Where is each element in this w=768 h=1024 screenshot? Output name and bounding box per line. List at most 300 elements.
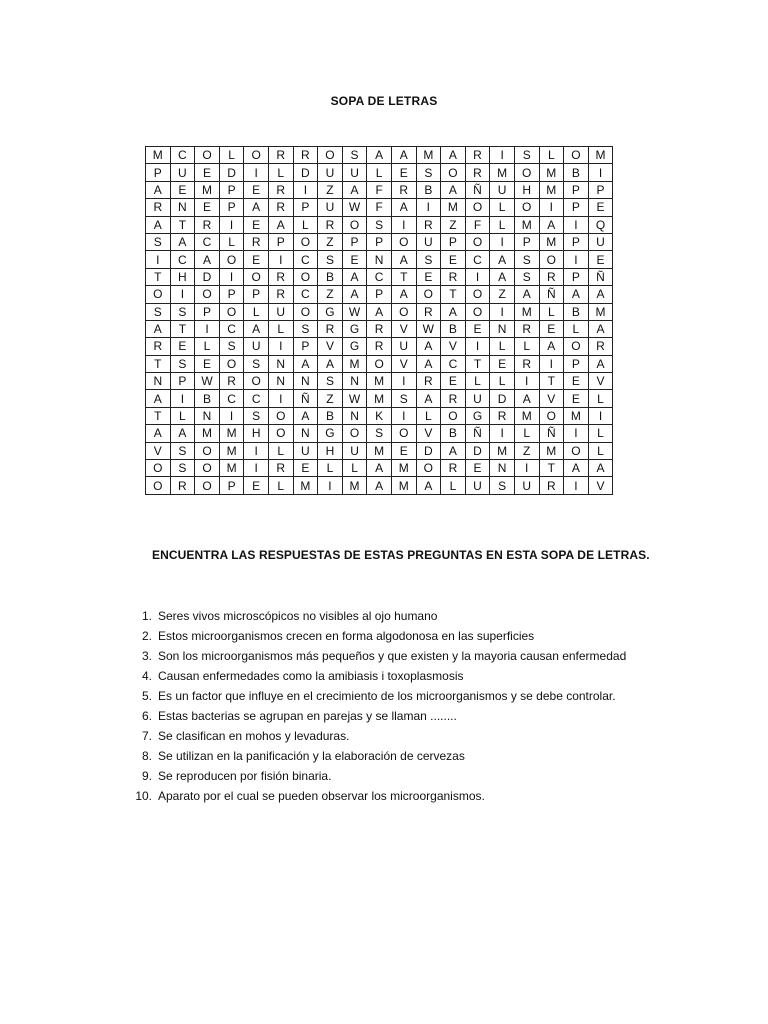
grid-cell: O [268, 425, 293, 442]
question-text: Se utilizan en la panificación y la elaboración de cervezas [158, 749, 465, 763]
grid-cell: A [195, 251, 220, 268]
grid-cell: O [465, 199, 490, 216]
grid-cell: O [195, 477, 220, 494]
grid-cell: W [342, 303, 367, 320]
question-text: Se reproducen por fisión binaria. [158, 769, 332, 783]
grid-cell: P [268, 233, 293, 250]
grid-cell: R [465, 147, 490, 164]
grid-cell: U [416, 233, 441, 250]
grid-cell: I [564, 251, 589, 268]
grid-cell: L [342, 460, 367, 477]
grid-cell: I [170, 390, 195, 407]
grid-cell: G [342, 338, 367, 355]
grid-cell: E [416, 268, 441, 285]
grid-cell: I [268, 390, 293, 407]
grid-cell: O [539, 407, 564, 424]
grid-cell: R [268, 286, 293, 303]
grid-cell: O [146, 477, 171, 494]
grid-cell: U [170, 164, 195, 181]
grid-cell: A [391, 251, 416, 268]
grid-cell: I [391, 373, 416, 390]
grid-cell: M [514, 303, 539, 320]
grid-cell: O [146, 286, 171, 303]
grid-cell: T [146, 355, 171, 372]
grid-cell: P [146, 164, 171, 181]
grid-cell: A [367, 303, 392, 320]
grid-cell: I [219, 216, 244, 233]
grid-cell: C [465, 251, 490, 268]
grid-cell: P [564, 199, 589, 216]
grid-cell: S [367, 425, 392, 442]
question-item [128, 746, 626, 766]
grid-cell: V [318, 338, 343, 355]
grid-cell: O [146, 460, 171, 477]
grid-cell: U [588, 233, 613, 250]
grid-cell: A [293, 355, 318, 372]
grid-cell: I [465, 268, 490, 285]
grid-cell: E [391, 164, 416, 181]
grid-cell: A [146, 216, 171, 233]
grid-cell: I [465, 338, 490, 355]
grid-cell: M [219, 460, 244, 477]
grid-cell: G [318, 303, 343, 320]
grid-cell: N [268, 355, 293, 372]
grid-cell: E [170, 338, 195, 355]
grid-cell: P [293, 338, 318, 355]
grid-cell: N [342, 373, 367, 390]
grid-cell: I [539, 199, 564, 216]
grid-cell: O [391, 233, 416, 250]
grid-cell: P [244, 286, 269, 303]
question-text: Son los microorganismos más pequeños y que existen y la mayoria causan enfermedad [158, 649, 627, 663]
grid-cell: O [342, 425, 367, 442]
grid-cell: L [219, 147, 244, 164]
grid-cell: M [219, 442, 244, 459]
grid-cell: O [564, 338, 589, 355]
grid-cell: L [490, 338, 515, 355]
grid-cell: C [170, 147, 195, 164]
grid-cell: L [268, 442, 293, 459]
grid-cell: L [514, 338, 539, 355]
grid-cell: U [465, 477, 490, 494]
grid-row [146, 373, 613, 390]
grid-cell: S [146, 233, 171, 250]
grid-cell: A [588, 320, 613, 337]
grid-cell: U [514, 477, 539, 494]
grid-cell: S [367, 216, 392, 233]
grid-cell: R [441, 268, 466, 285]
grid-cell: A [146, 425, 171, 442]
grid-cell: P [588, 181, 613, 198]
grid-cell: E [564, 390, 589, 407]
grid-cell: M [514, 407, 539, 424]
grid-cell: P [367, 286, 392, 303]
grid-row [146, 477, 613, 494]
grid-cell: O [416, 286, 441, 303]
grid-cell: O [293, 233, 318, 250]
grid-cell: P [219, 199, 244, 216]
grid-cell: L [588, 442, 613, 459]
grid-cell: E [539, 320, 564, 337]
grid-row [146, 407, 613, 424]
grid-cell: A [416, 338, 441, 355]
grid-cell: L [219, 233, 244, 250]
grid-cell: M [416, 147, 441, 164]
grid-row [146, 355, 613, 372]
grid-cell: A [588, 286, 613, 303]
grid-cell: O [416, 460, 441, 477]
grid-cell: O [465, 286, 490, 303]
grid-row [146, 390, 613, 407]
grid-cell: E [195, 355, 220, 372]
grid-cell: A [244, 199, 269, 216]
grid-cell: S [170, 303, 195, 320]
grid-cell: H [244, 425, 269, 442]
grid-cell: A [146, 181, 171, 198]
grid-cell: M [539, 164, 564, 181]
grid-cell: T [391, 268, 416, 285]
word-search-grid [145, 146, 613, 495]
question-number: 7. [141, 729, 152, 743]
grid-cell: E [244, 181, 269, 198]
grid-cell: Ñ [588, 268, 613, 285]
grid-cell: I [219, 268, 244, 285]
grid-cell: N [293, 425, 318, 442]
grid-cell: V [391, 355, 416, 372]
question-number: 4. [141, 669, 152, 683]
grid-cell: W [195, 373, 220, 390]
grid-cell: O [219, 303, 244, 320]
grid-cell: O [391, 425, 416, 442]
grid-cell: U [465, 390, 490, 407]
grid-cell: U [342, 164, 367, 181]
grid-row [146, 268, 613, 285]
grid-cell: A [293, 407, 318, 424]
grid-cell: A [514, 390, 539, 407]
grid-cell: T [539, 460, 564, 477]
grid-cell: A [564, 460, 589, 477]
grid-cell: G [342, 320, 367, 337]
grid-cell: P [441, 233, 466, 250]
grid-cell: O [195, 286, 220, 303]
question-text: Se clasifican en mohos y levaduras. [158, 729, 350, 743]
grid-cell: M [490, 442, 515, 459]
grid-cell: T [146, 407, 171, 424]
grid-cell: C [293, 286, 318, 303]
grid-cell: N [195, 407, 220, 424]
grid-cell: P [195, 303, 220, 320]
question-item [128, 726, 626, 746]
grid-cell: L [170, 407, 195, 424]
grid-cell: H [170, 268, 195, 285]
grid-cell: L [441, 477, 466, 494]
grid-cell: O [367, 355, 392, 372]
grid-cell: T [146, 268, 171, 285]
grid-cell: O [219, 355, 244, 372]
question-number: 10. [135, 789, 152, 803]
question-number: 8. [141, 749, 152, 763]
grid-cell: A [539, 216, 564, 233]
grid-cell: R [146, 199, 171, 216]
grid-cell: O [514, 164, 539, 181]
grid-cell: R [465, 164, 490, 181]
grid-cell: E [441, 251, 466, 268]
grid-cell: A [318, 355, 343, 372]
grid-cell: S [342, 147, 367, 164]
grid-cell: R [293, 147, 318, 164]
question-text: Causan enfermedades como la amibiasis i toxoplasmosis [158, 669, 464, 683]
grid-cell: F [465, 216, 490, 233]
question-item [128, 706, 626, 726]
grid-cell: D [490, 390, 515, 407]
grid-cell: C [219, 320, 244, 337]
question-text: Seres vivos microscópicos no visibles al ojo humano [158, 609, 438, 623]
grid-cell: I [244, 164, 269, 181]
grid-cell: A [490, 251, 515, 268]
grid-cell: P [514, 233, 539, 250]
question-item [128, 766, 626, 786]
grid-cell: A [268, 216, 293, 233]
grid-cell: A [539, 338, 564, 355]
grid-cell: L [514, 425, 539, 442]
grid-cell: T [441, 286, 466, 303]
grid-cell: R [539, 477, 564, 494]
grid-cell: F [367, 181, 392, 198]
grid-cell: A [146, 390, 171, 407]
grid-cell: E [490, 355, 515, 372]
grid-cell: U [391, 338, 416, 355]
grid-row [146, 164, 613, 181]
grid-cell: I [490, 303, 515, 320]
grid-cell: O [219, 251, 244, 268]
question-item [128, 666, 626, 686]
grid-cell: C [367, 268, 392, 285]
grid-cell: N [146, 373, 171, 390]
grid-cell: S [170, 355, 195, 372]
grid-cell: R [588, 338, 613, 355]
grid-cell: L [490, 199, 515, 216]
grid-cell: L [490, 216, 515, 233]
grid-cell: L [268, 164, 293, 181]
grid-cell: O [342, 216, 367, 233]
grid-cell: I [490, 147, 515, 164]
grid-cell: A [342, 181, 367, 198]
grid-cell: R [416, 373, 441, 390]
grid-row [146, 286, 613, 303]
grid-cell: S [170, 460, 195, 477]
question-text: Es un factor que influye en el crecimiento de los microorganismos y se debe controlar. [158, 689, 616, 703]
grid-cell: O [268, 407, 293, 424]
grid-cell: M [367, 373, 392, 390]
question-number: 9. [141, 769, 152, 783]
grid-cell: R [318, 320, 343, 337]
grid-cell: U [318, 164, 343, 181]
grid-cell: O [293, 303, 318, 320]
grid-cell: I [391, 216, 416, 233]
grid-cell: R [268, 147, 293, 164]
grid-cell: I [588, 164, 613, 181]
grid-cell: I [514, 373, 539, 390]
question-number: 2. [141, 629, 152, 643]
grid-cell: V [539, 390, 564, 407]
grid-cell: O [391, 303, 416, 320]
grid-cell: V [588, 373, 613, 390]
grid-cell: R [391, 181, 416, 198]
grid-cell: O [244, 268, 269, 285]
grid-cell: H [514, 181, 539, 198]
grid-cell: A [416, 355, 441, 372]
grid-cell: V [588, 477, 613, 494]
grid-row [146, 460, 613, 477]
grid-cell: S [514, 268, 539, 285]
grid-cell: E [342, 251, 367, 268]
grid-cell: U [244, 338, 269, 355]
grid-cell: L [195, 338, 220, 355]
grid-cell: T [170, 216, 195, 233]
grid-cell: W [416, 320, 441, 337]
grid-cell: L [268, 320, 293, 337]
grid-cell: C [293, 251, 318, 268]
grid-cell: I [539, 355, 564, 372]
grid-cell: N [170, 199, 195, 216]
grid-row [146, 199, 613, 216]
grid-cell: A [441, 303, 466, 320]
grid-row [146, 251, 613, 268]
grid-cell: U [490, 181, 515, 198]
grid-cell: A [490, 268, 515, 285]
grid-cell: S [318, 251, 343, 268]
grid-row [146, 216, 613, 233]
grid-cell: Z [318, 233, 343, 250]
grid-cell: I [416, 199, 441, 216]
grid-cell: A [441, 147, 466, 164]
grid-cell: P [219, 477, 244, 494]
grid-cell: R [441, 460, 466, 477]
grid-cell: P [342, 233, 367, 250]
grid-cell: I [588, 407, 613, 424]
grid-cell: G [465, 407, 490, 424]
grid-cell: U [268, 303, 293, 320]
grid-cell: D [195, 268, 220, 285]
grid-cell: E [244, 216, 269, 233]
grid-cell: D [465, 442, 490, 459]
grid-cell: I [391, 407, 416, 424]
grid-cell: O [244, 147, 269, 164]
grid-cell: B [564, 303, 589, 320]
grid-cell: L [465, 373, 490, 390]
grid-cell: A [146, 320, 171, 337]
grid-cell: O [244, 373, 269, 390]
grid-cell: F [367, 199, 392, 216]
grid-cell: M [588, 147, 613, 164]
grid-cell: N [293, 373, 318, 390]
grid-cell: Ñ [539, 425, 564, 442]
grid-cell: A [441, 442, 466, 459]
grid-cell: R [367, 320, 392, 337]
grid-cell: U [342, 442, 367, 459]
grid-cell: L [564, 320, 589, 337]
grid-cell: A [367, 460, 392, 477]
grid-row [146, 442, 613, 459]
grid-cell: D [219, 164, 244, 181]
grid-cell: A [170, 233, 195, 250]
grid-cell: E [244, 477, 269, 494]
grid-cell: M [195, 425, 220, 442]
grid-cell: Ñ [465, 425, 490, 442]
grid-cell: M [588, 303, 613, 320]
grid-cell: E [588, 251, 613, 268]
grid-cell: R [539, 268, 564, 285]
grid-cell: B [318, 407, 343, 424]
grid-cell: I [564, 216, 589, 233]
grid-cell: I [268, 251, 293, 268]
grid-cell: L [318, 460, 343, 477]
grid-cell: I [195, 320, 220, 337]
grid-cell: M [564, 407, 589, 424]
grid-cell: O [564, 147, 589, 164]
grid-cell: R [195, 216, 220, 233]
grid-cell: C [441, 355, 466, 372]
grid-cell: R [268, 460, 293, 477]
grid-cell: L [367, 164, 392, 181]
grid-cell: R [268, 268, 293, 285]
grid-cell: R [514, 355, 539, 372]
grid-cell: L [588, 425, 613, 442]
grid-cell: A [564, 286, 589, 303]
question-text: Estos microorganismos crecen en forma algodonosa en las superficies [158, 629, 535, 643]
grid-cell: P [219, 181, 244, 198]
grid-cell: B [441, 425, 466, 442]
grid-cell: M [441, 199, 466, 216]
grid-cell: M [514, 216, 539, 233]
question-number: 5. [141, 689, 152, 703]
grid-cell: A [170, 425, 195, 442]
grid-cell: B [564, 164, 589, 181]
grid-cell: A [391, 147, 416, 164]
grid-cell: A [342, 268, 367, 285]
grid-cell: I [490, 233, 515, 250]
grid-cell: S [490, 477, 515, 494]
grid-cell: P [564, 233, 589, 250]
grid-cell: O [564, 442, 589, 459]
grid-cell: R [514, 320, 539, 337]
grid-cell: L [539, 147, 564, 164]
grid-cell: W [342, 199, 367, 216]
grid-cell: M [391, 477, 416, 494]
grid-cell: E [441, 373, 466, 390]
grid-cell: M [195, 181, 220, 198]
grid-cell: P [564, 355, 589, 372]
grid-cell: L [490, 373, 515, 390]
grid-cell: M [146, 147, 171, 164]
grid-cell: Ñ [539, 286, 564, 303]
grid-cell: I [170, 286, 195, 303]
grid-cell: H [318, 442, 343, 459]
grid-cell: A [514, 286, 539, 303]
grid-cell: M [539, 442, 564, 459]
grid-cell: Z [318, 390, 343, 407]
grid-cell: U [293, 442, 318, 459]
grid-cell: C [170, 251, 195, 268]
question-item [128, 646, 626, 666]
grid-cell: R [268, 181, 293, 198]
grid-cell: E [195, 199, 220, 216]
grid-cell: P [219, 286, 244, 303]
grid-cell: O [539, 251, 564, 268]
grid-row [146, 233, 613, 250]
grid-cell: Ñ [465, 181, 490, 198]
question-list [128, 606, 626, 806]
